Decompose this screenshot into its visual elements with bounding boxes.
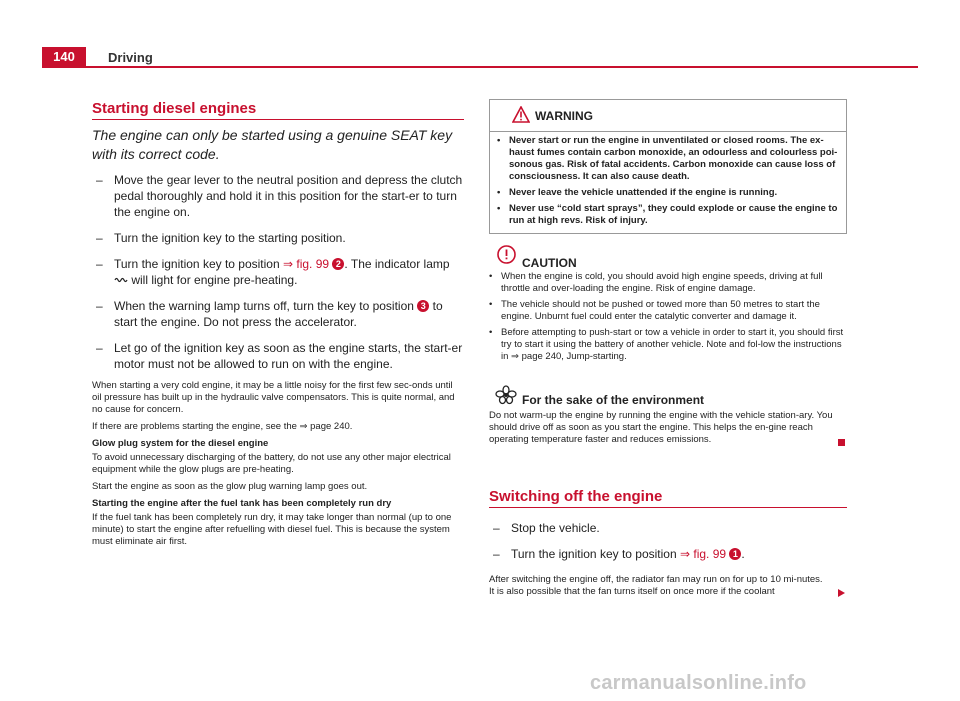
warning-header bbox=[490, 100, 846, 132]
step-text: Turn the ignition key to position bbox=[511, 547, 680, 561]
list-item bbox=[92, 298, 464, 330]
list-item: • The vehicle should not be pushed or towed more than 50 metres to start the engine. Unburnt fuel could enter the catalytic converter and damage it. bbox=[489, 299, 849, 323]
step-text: Turn the ignition key to the starting position. bbox=[114, 231, 346, 245]
list-item bbox=[92, 256, 464, 288]
cold-engine-note: When starting a very cold engine, it may be a little noisy for the first few sec-onds until oil pressure has built up in the hydraulic valve compensators. This is quite normal, and no cause for concern. bbox=[92, 380, 455, 415]
list-item bbox=[92, 340, 464, 372]
environment-flower-icon bbox=[495, 385, 517, 405]
subheading-glow-plug: Glow plug system for the diesel engine bbox=[92, 438, 269, 449]
glow-plug-icon bbox=[114, 276, 128, 284]
list-item bbox=[92, 230, 464, 246]
step-text: When the warning lamp turns off, turn the key to position bbox=[114, 299, 418, 313]
list-item: • Never leave the vehicle unattended if the engine is running. bbox=[497, 187, 840, 199]
caution-title: CAUTION bbox=[522, 256, 577, 270]
step-text: Move the gear lever to the neutral position and depress the clutch pedal thoroughly and hold it in this position for the start-er to turn the engine on. bbox=[114, 173, 463, 219]
intro-text: The engine can only be started using a genuine SEAT key with its correct code. bbox=[92, 127, 453, 162]
heading-switching-off: Switching off the engine bbox=[489, 488, 663, 505]
page-number: 140 bbox=[42, 47, 86, 67]
list-item bbox=[489, 546, 849, 562]
glow-plug-text-2: Start the engine as soon as the glow plug warning lamp goes out. bbox=[92, 481, 368, 492]
step-text: . bbox=[741, 547, 745, 561]
run-dry-text: If the fuel tank has been completely run dry, it may take longer than normal (up to one minute) to start the engine after refuelling with diesel fuel. This is because the system must eliminate air first. bbox=[92, 512, 452, 547]
continue-arrow-icon bbox=[836, 588, 846, 598]
caution-icon bbox=[497, 245, 516, 264]
heading-rule bbox=[489, 507, 847, 508]
start-steps-list bbox=[92, 172, 464, 382]
position-1-marker: 1 bbox=[729, 548, 741, 560]
problems-text: If there are problems starting the engine, see the ⇒ page 240. bbox=[92, 421, 353, 432]
section-title: Driving bbox=[108, 50, 153, 65]
subheading-run-dry: Starting the engine after the fuel tank has been completely run dry bbox=[92, 498, 392, 509]
warning-triangle-icon bbox=[512, 106, 530, 123]
step-text: Let go of the ignition key as soon as the engine starts, the start-er motor must not be allowed to run on with the engine. bbox=[114, 341, 463, 371]
heading-rule bbox=[92, 119, 464, 120]
position-2-marker: 2 bbox=[332, 258, 344, 270]
step-text: Stop the vehicle. bbox=[511, 521, 600, 535]
step-text: to start the engine. Do not press the accelerator. bbox=[114, 299, 443, 329]
list-item bbox=[92, 172, 464, 220]
list-item bbox=[489, 520, 849, 536]
watermark: carmanualsonline.info bbox=[590, 672, 807, 694]
list-item: • When the engine is cold, you should avoid high engine speeds, driving at full throttle and over-loading the engine. Risk of engine damage. bbox=[489, 271, 849, 295]
warning-body bbox=[490, 132, 846, 227]
position-3-marker: 3 bbox=[417, 300, 429, 312]
header-rule bbox=[42, 66, 918, 68]
step-text: . The indicator lamp bbox=[344, 257, 450, 271]
switch-off-steps bbox=[489, 520, 849, 572]
step-text: will light for engine pre-heating. bbox=[128, 273, 298, 287]
caution-list bbox=[489, 271, 849, 367]
fig-ref-link[interactable]: ⇒ fig. 99 bbox=[679, 547, 727, 561]
section-end-marker bbox=[838, 439, 845, 446]
fig-ref-link[interactable]: ⇒ fig. 99 bbox=[282, 257, 330, 271]
list-item: • Never start or run the engine in unventilated or closed rooms. The ex-haust fumes contain carbon monoxide, an odourless and colourless poi-sonous gas. Risk of fatal accidents. Carbon monoxide can cause loss of consciousness. It can also cause death. bbox=[497, 135, 840, 183]
environment-title: For the sake of the environment bbox=[522, 393, 705, 407]
list-item: • Before attempting to push-start or tow a vehicle in order to start it, you should first try to start it using the battery of another vehicle. Note and fol-low the instructions in ⇒ page 240, Jump-starting. bbox=[489, 327, 849, 363]
warning-box bbox=[489, 99, 847, 234]
glow-plug-text: To avoid unnecessary discharging of the battery, do not use any other major electrical equipment while the glow plugs are pre-heating. bbox=[92, 452, 451, 475]
warning-title: WARNING bbox=[535, 108, 593, 123]
left-body bbox=[92, 380, 464, 553]
heading-starting-diesel: Starting diesel engines bbox=[92, 100, 257, 117]
list-item: • Never use “cold start sprays”, they could explode or cause the engine to run at high revs. Risk of injury. bbox=[497, 203, 840, 227]
fan-note: After switching the engine off, the radiator fan may run on for up to 10 mi-nutes. It is also possible that the fan turns itself on once more if the coolant bbox=[489, 574, 823, 597]
problems-note bbox=[92, 421, 464, 433]
environment-text: Do not warm-up the engine by running the engine with the vehicle station-ary. You should drive off as soon as you start the engine. This helps the en-gine reach operating temperature faster and reduces emissions. bbox=[489, 410, 833, 445]
step-text: Turn the ignition key to position bbox=[114, 257, 283, 271]
